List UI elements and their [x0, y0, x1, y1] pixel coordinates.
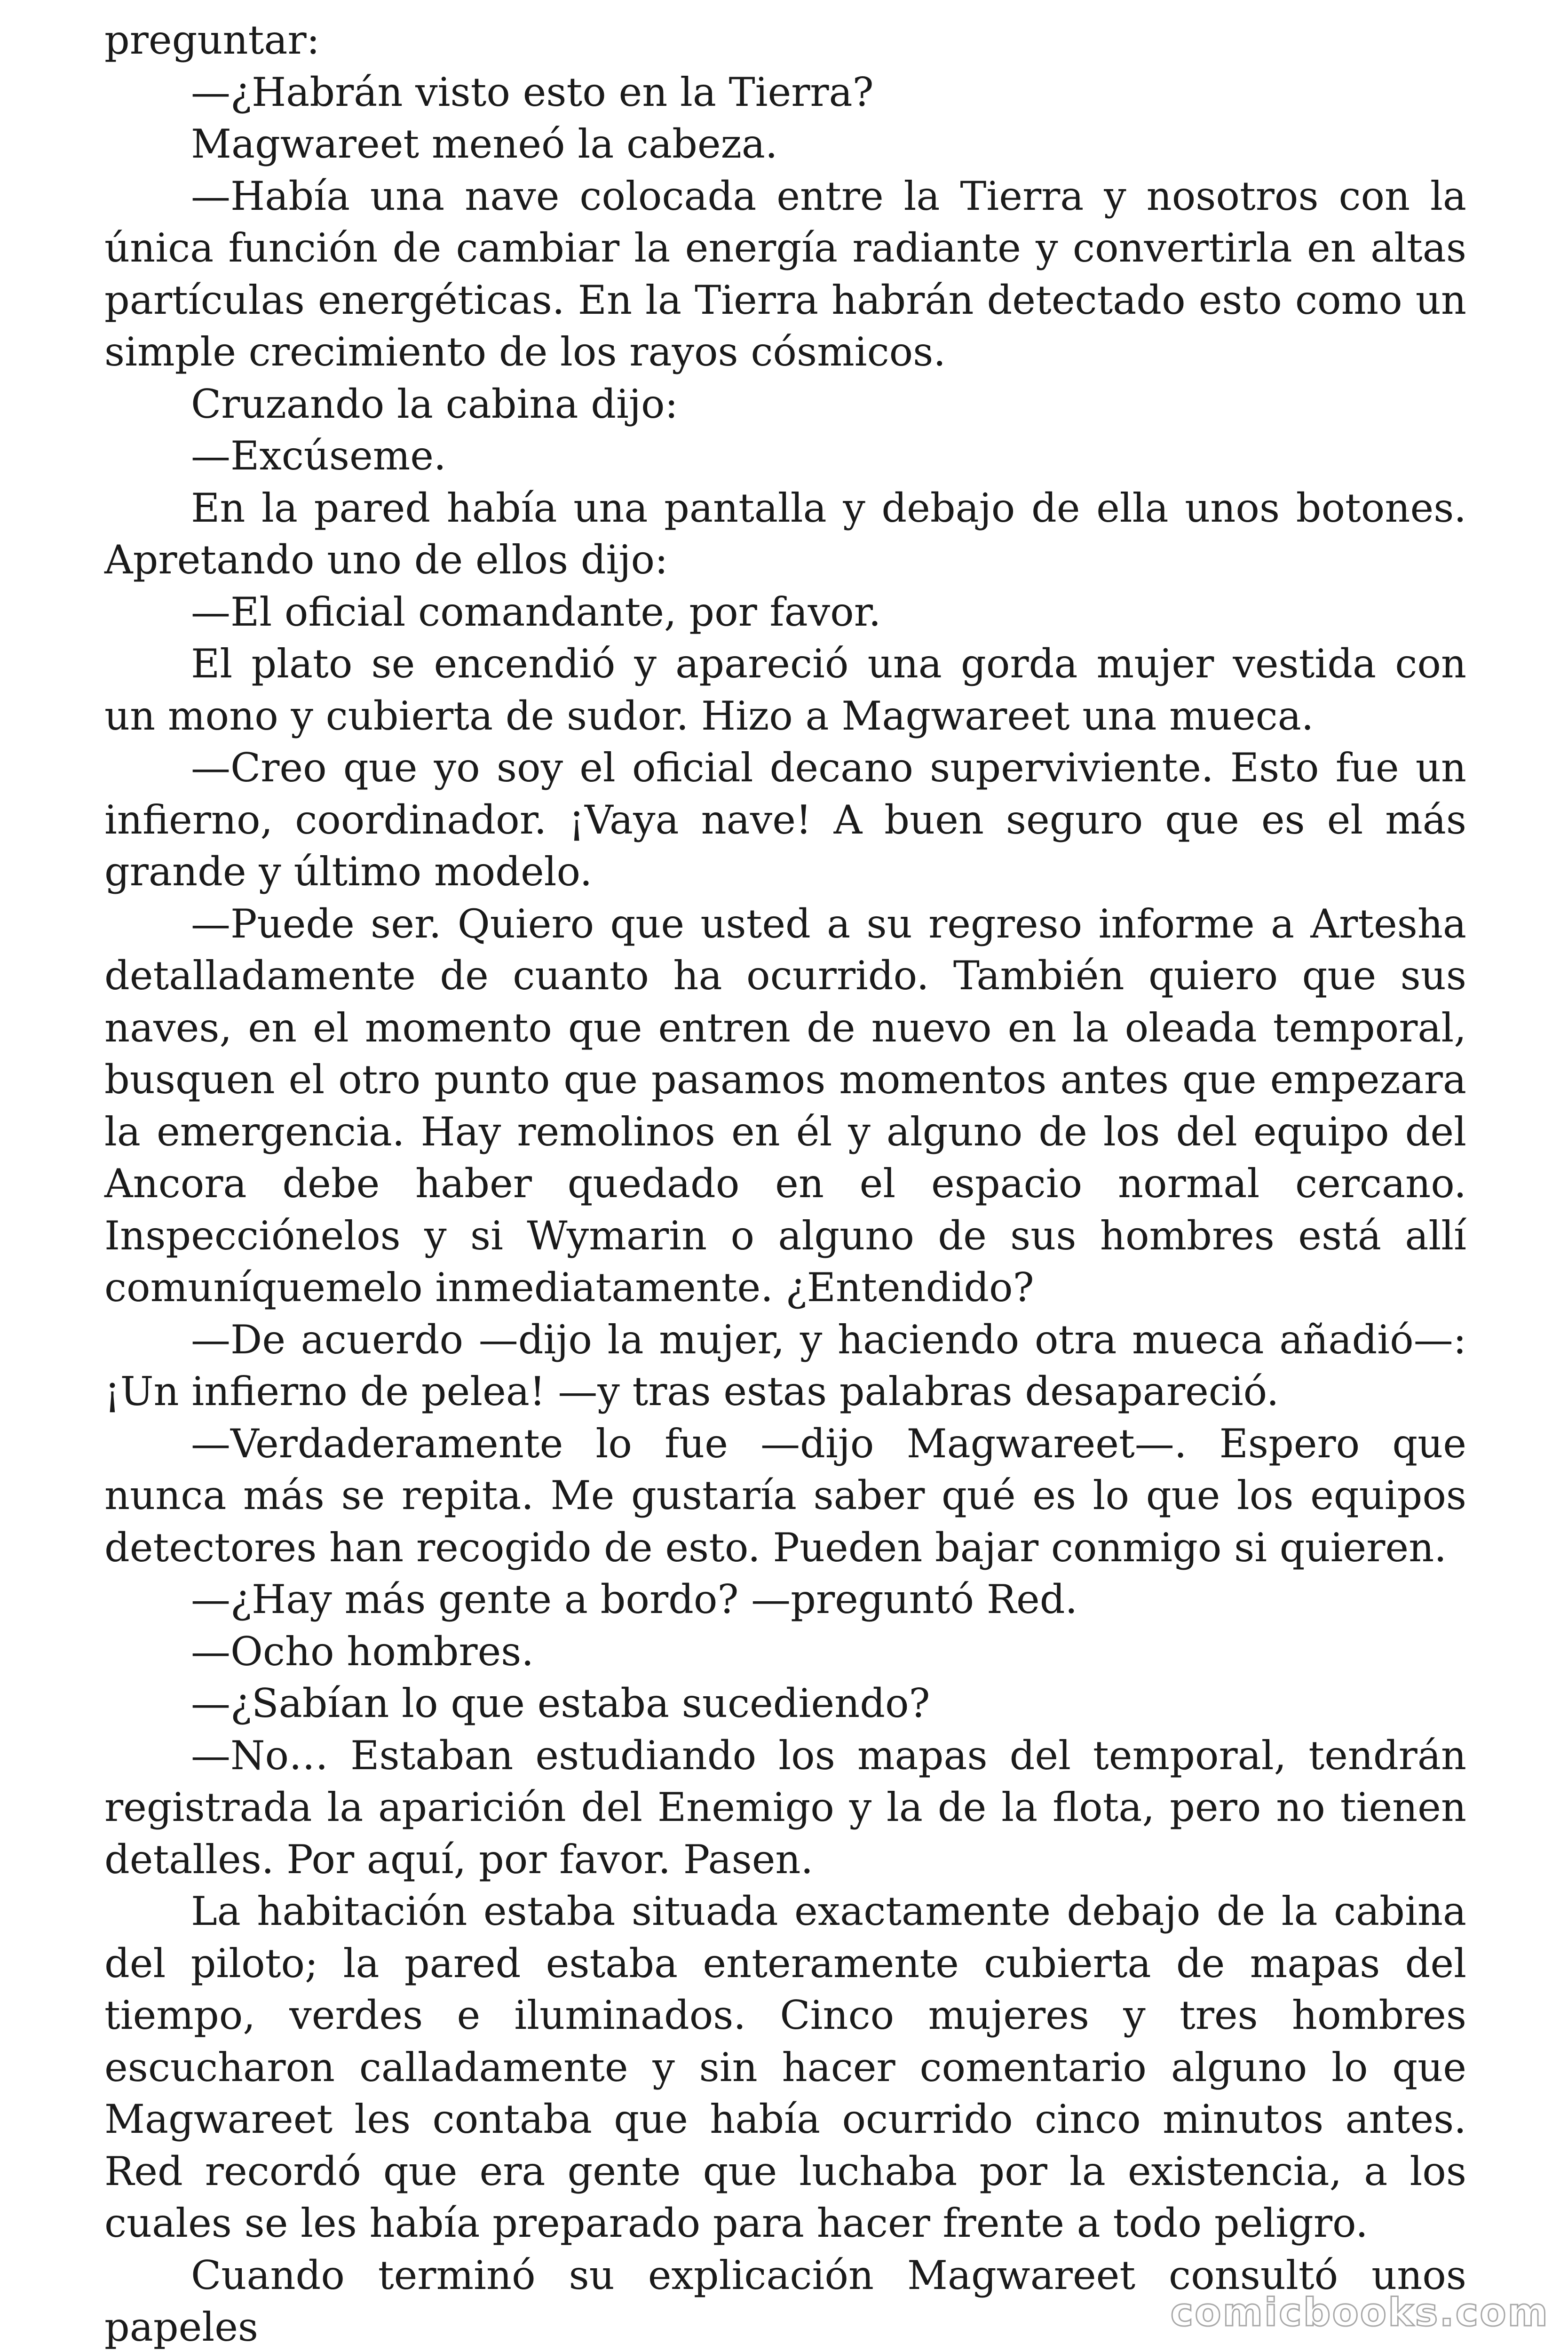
paragraph-3: Magwareet meneó la cabeza.	[191, 121, 778, 167]
paragraph-18: La habitación estaba situada exactamente debajo de la cabina del piloto; la pared estaba enteramente cubierta de mapas del tiempo, verdes e iluminados. Cinco mujeres y tres hombres escucharon calladamente y sin hacer comentario alguno lo que Magwareet les contaba que había ocurrido cinco minutos antes. Red recordó que era gente que luchaba por la existencia, a los cuales se les había preparado para hacer frente a todo peligro.	[104, 1888, 1466, 2246]
paragraph-1: preguntar:	[104, 17, 320, 63]
paragraph-13: —Verdaderamente lo fue —dijo Magwareet—. Espero que nunca más se repita. Me gustaría saber qué es lo que los equipos detectores han recogido de esto. Pueden bajar conmigo si quieren.	[104, 1420, 1466, 1571]
book-page-text	[104, 14, 1466, 2352]
paragraph-19: Cuando terminó su explicación Magwareet consultó unos papeles	[104, 2252, 1466, 2350]
paragraph-16: —¿Sabían lo que estaba sucediendo?	[191, 1680, 930, 1726]
paragraph-8: —El oficial comandante, por favor.	[191, 588, 881, 635]
paragraph-14: —¿Hay más gente a bordo? —preguntó Red.	[191, 1576, 1078, 1622]
paragraph-7: En la pared había una pantalla y debajo de ella unos botones. Apretando uno de ellos dijo:	[104, 485, 1466, 583]
paragraph-2: —¿Habrán visto esto en la Tierra?	[191, 69, 874, 115]
paragraph-10: —Creo que yo soy el oficial decano superviviente. Esto fue un infierno, coordinador. ¡Vaya nave! A buen seguro que es el más grande y último modelo.	[104, 745, 1466, 895]
watermark-logo: comicbooks.com	[1170, 2290, 1549, 2335]
paragraph-15: —Ocho hombres.	[191, 1628, 534, 1675]
paragraph-11: —Puede ser. Quiero que usted a su regreso informe a Artesha detalladamente de cuanto ha ocurrido. También quiero que sus naves, en el momento que entren de nuevo en la oleada temporal, busquen el otro punto que pasamos momentos antes que empezara la emergencia. Hay remolinos en él y alguno de los del equipo del Ancora debe haber quedado en el espacio normal cercano. Inspecciónelos y si Wymarin o alguno de sus hombres está allí comuníquemelo inmediatamente. ¿Entendido?	[104, 900, 1466, 1311]
paragraph-6: —Excúseme.	[191, 433, 446, 479]
paragraph-12: —De acuerdo —dijo la mujer, y haciendo otra mueca añadió—: ¡Un infierno de pelea! —y tras estas palabras desapareció.	[104, 1316, 1466, 1414]
paragraph-17: —No… Estaban estudiando los mapas del temporal, tendrán registrada la aparición del Enemigo y la de la flota, pero no tienen detalles. Por aquí, por favor. Pasen.	[104, 1732, 1466, 1883]
paragraph-9: El plato se encendió y apareció una gorda mujer vestida con un mono y cubierta de sudor. Hizo a Magwareet una mueca.	[104, 641, 1466, 739]
paragraph-4: —Había una nave colocada entre la Tierra y nosotros con la única función de cambiar la energía radiante y convertirla en altas partículas energéticas. En la Tierra habrán detectado esto como un simple crecimiento de los rayos cósmicos.	[104, 173, 1466, 375]
paragraph-5: Cruzando la cabina dijo:	[191, 381, 678, 427]
